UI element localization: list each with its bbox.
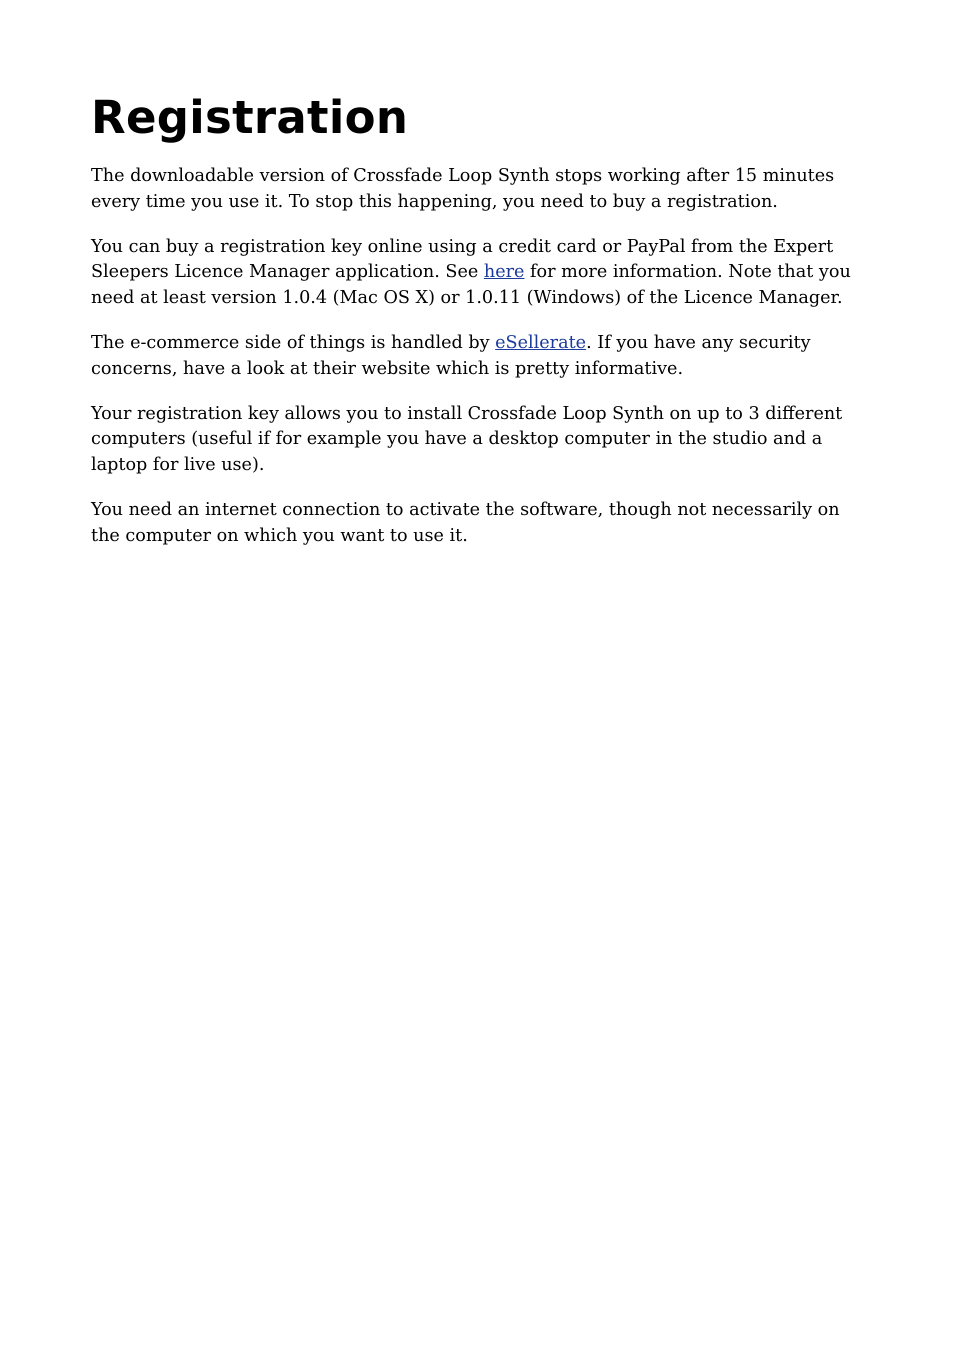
paragraph-text: You can buy a registration key online using a credit card or PayPal from the Expert Sleepers Licence Manager application. See (91, 236, 834, 283)
paragraph-install-limit: Your registration key allows you to install Crossfade Loop Synth on up to 3 different computers (useful if for example you have a desktop computer in the studio and a laptop for live use). (91, 403, 843, 476)
paragraph-internet-activation: You need an internet connection to activate the software, though not necessarily on the computer on which you want to use it. (91, 499, 840, 546)
paragraph-text: . If you have any security concerns, have a look at their website which is pretty informative. (91, 332, 811, 379)
document-page (91, 88, 859, 569)
esellerate-link[interactable]: eSellerate (495, 332, 587, 353)
here-link[interactable]: here (483, 262, 525, 283)
paragraph-text: The e-commerce side of things is handled by (91, 332, 496, 353)
paragraph-text: for more information. Note that you need at least version 1.0.4 (Mac OS X) or 1.0.11 (Windows) of the Licence Manager. (91, 262, 851, 309)
paragraph-trial-limit: The downloadable version of Crossfade Loop Synth stops working after 15 minutes every time you use it. To stop this happening, you need to buy a registration. (91, 166, 835, 212)
page-title: Registration (91, 91, 409, 144)
paragraph-ecommerce (91, 331, 859, 383)
paragraph-licence-manager (91, 235, 859, 312)
